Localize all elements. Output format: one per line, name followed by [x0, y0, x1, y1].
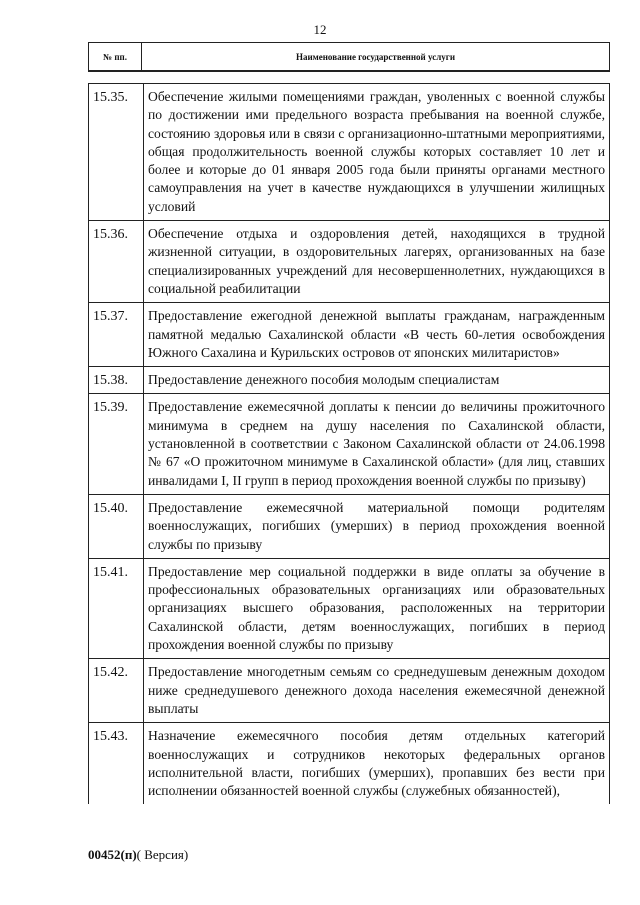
document-code: 00452(п): [88, 847, 137, 862]
row-number: 15.38.: [89, 367, 144, 393]
table-row: [88, 658, 610, 723]
row-number: 15.37.: [89, 303, 144, 366]
page-number: 12: [313, 22, 327, 37]
document-version: ( Версия): [136, 847, 189, 862]
table-row: [88, 558, 610, 659]
row-number: 15.43.: [89, 723, 144, 804]
row-service-name: Предоставление мер социальной поддержки в виде оплаты за обучение в профессиональных образовательных организациях или образовательных организациях высшего образования, расположенных на территории Сахалинской области, детям военнослужащих, погибших в период прохождения военной службы по призыву: [148, 563, 605, 653]
table-header: [88, 42, 610, 72]
row-number: 15.36.: [89, 221, 144, 302]
table-row: [88, 366, 610, 394]
document-footer: [88, 847, 188, 863]
row-service-name: Предоставление ежегодной денежной выплаты гражданам, награжденным памятной медалью Сахалинской области «В честь 60-летия освобождения Южного Сахалина и Курильских островов от японских милитаристов»: [148, 308, 605, 360]
row-service-name: Предоставление денежного пособия молодым специалистам: [148, 372, 500, 388]
row-service-name: Обеспечение жилыми помещениями граждан, уволенных с военной службы по достижении ими предельного возраста пребывания на военной службе, состоянию здоровья или в связи с организационно-штатными мероприятиями, общая продолжительность военной службы которых составляет 10 лет и более и которые до 01 января 2005 года были приняты органами местного самоуправления на учет в качестве нуждающихся в улучшении жилищных условий: [148, 89, 605, 214]
services-table: [88, 84, 610, 804]
row-service-name: Предоставление ежемесячной доплаты к пенсии до величины прожиточного минимума в среднем на душу населения по Сахалинской области, установленной в соответствии с Законом Сахалинской области от 24.06.1998 № 67 «О прожиточном минимуме в Сахалинской области» (для лиц, ставших инвалидами I, II групп в период прохождения военной службы по призыву): [148, 399, 605, 488]
row-number: 15.41.: [89, 559, 144, 658]
table-row: [88, 722, 610, 804]
column-header-number: № пп.: [89, 43, 142, 70]
row-service-name: Назначение ежемесячного пособия детям отдельных категорий военнослужащих и сотрудников некоторых федеральных органов исполнительной власти, погибших (умерших), пропавших без вести при исполнении обязанностей военной службы (служебных обязанностей),: [148, 728, 605, 799]
table-row: [88, 220, 610, 303]
row-number: 15.35.: [89, 84, 144, 220]
row-service-name: Предоставление ежемесячной материальной помощи родителям военнослужащих, погибших (умерших) в период прохождения военной службы по призыву: [148, 499, 605, 552]
table-row: [88, 302, 610, 367]
column-header-service-name: Наименование государственной услуги: [295, 51, 456, 62]
table-row: [88, 83, 610, 221]
row-service-name: Обеспечение отдыха и оздоровления детей, находящихся в трудной жизненной ситуации, в оздоровительных лагерях, организованных на базе специализированных учреждений для несовершеннолетних, нуждающихся в социальной реабилитации: [148, 226, 605, 296]
row-number: 15.39.: [89, 394, 144, 493]
row-number: 15.42.: [89, 659, 144, 722]
table-row: [88, 393, 610, 494]
row-number: 15.40.: [89, 495, 144, 558]
table-row: [88, 494, 610, 559]
row-service-name: Предоставление многодетным семьям со среднедушевым денежным доходом ниже среднедушевого денежного дохода населения ежемесячной денежной выплаты: [148, 664, 605, 716]
